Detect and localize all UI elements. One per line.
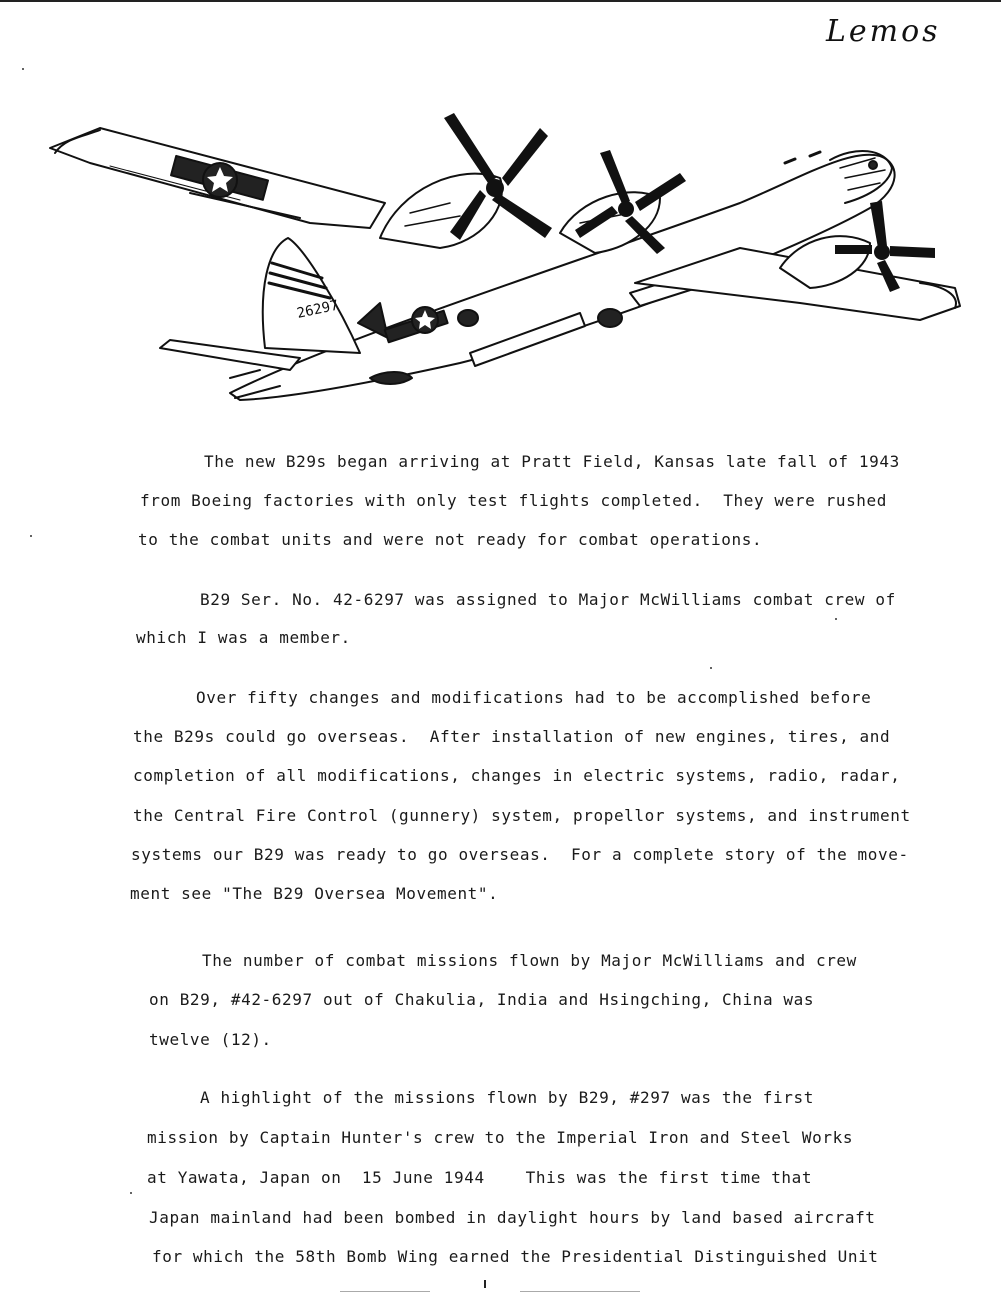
engine-nacelle-1 [380,174,502,248]
b29-bomber-illustration [40,108,970,418]
text-line: The new B29s began arriving at Pratt Field, Kansas late fall of 1943 [204,452,900,471]
text-line: The number of combat missions flown by Major McWilliams and crew [202,951,857,970]
text-line: twelve (12). [149,1030,272,1049]
text-line: systems our B29 was ready to go overseas. For a complete story of the move- [131,845,909,864]
text-line: to the combat units and were not ready for combat operations. [138,530,763,549]
text-line: from Boeing factories with only test flights completed. They were rushed [140,491,887,510]
text-line: the B29s could go overseas. After installation of new engines, tires, and [133,727,891,746]
scan-speck [130,1192,132,1194]
left-wing-star-insignia [171,156,268,200]
text-line: for which the 58th Bomb Wing earned the Presidential Distinguished Unit [152,1247,879,1266]
text-line: which I was a member. [136,628,351,647]
scan-speck [22,68,24,70]
text-line: the Central Fire Control (gunnery) system, propellor systems, and instrument [133,806,911,825]
scan-speck [835,618,837,620]
text-line: A highlight of the missions flown by B29, #297 was the first [200,1088,814,1107]
text-line: ment see "The B29 Oversea Movement". [130,884,499,903]
text-line: on B29, #42-6297 out of Chakulia, India and Hsingching, China was [149,990,815,1009]
author-handwritten-name: Lemos [826,14,941,49]
scan-dash [520,1291,640,1292]
text-line: completion of all modifications, changes in electric systems, radio, radar, [133,766,901,785]
scan-speck [30,535,32,537]
scan-mark [484,1280,486,1288]
scan-dash [340,1291,430,1292]
text-line: mission by Captain Hunter's crew to the Imperial Iron and Steel Works [147,1128,854,1147]
scan-speck [710,667,712,669]
text-line: Over fifty changes and modifications had to be accomplished before [196,688,872,707]
vertical-tail [263,238,360,353]
tail-serial-number: 26297 [295,297,341,322]
top-border [0,0,1001,2]
text-line: B29 Ser. No. 42-6297 was assigned to Major McWilliams combat crew of [200,590,896,609]
text-line: at Yawata, Japan on 15 June 1944 This was the first time that [147,1168,813,1187]
text-line: Japan mainland had been bombed in daylight hours by land based aircraft [149,1208,876,1227]
